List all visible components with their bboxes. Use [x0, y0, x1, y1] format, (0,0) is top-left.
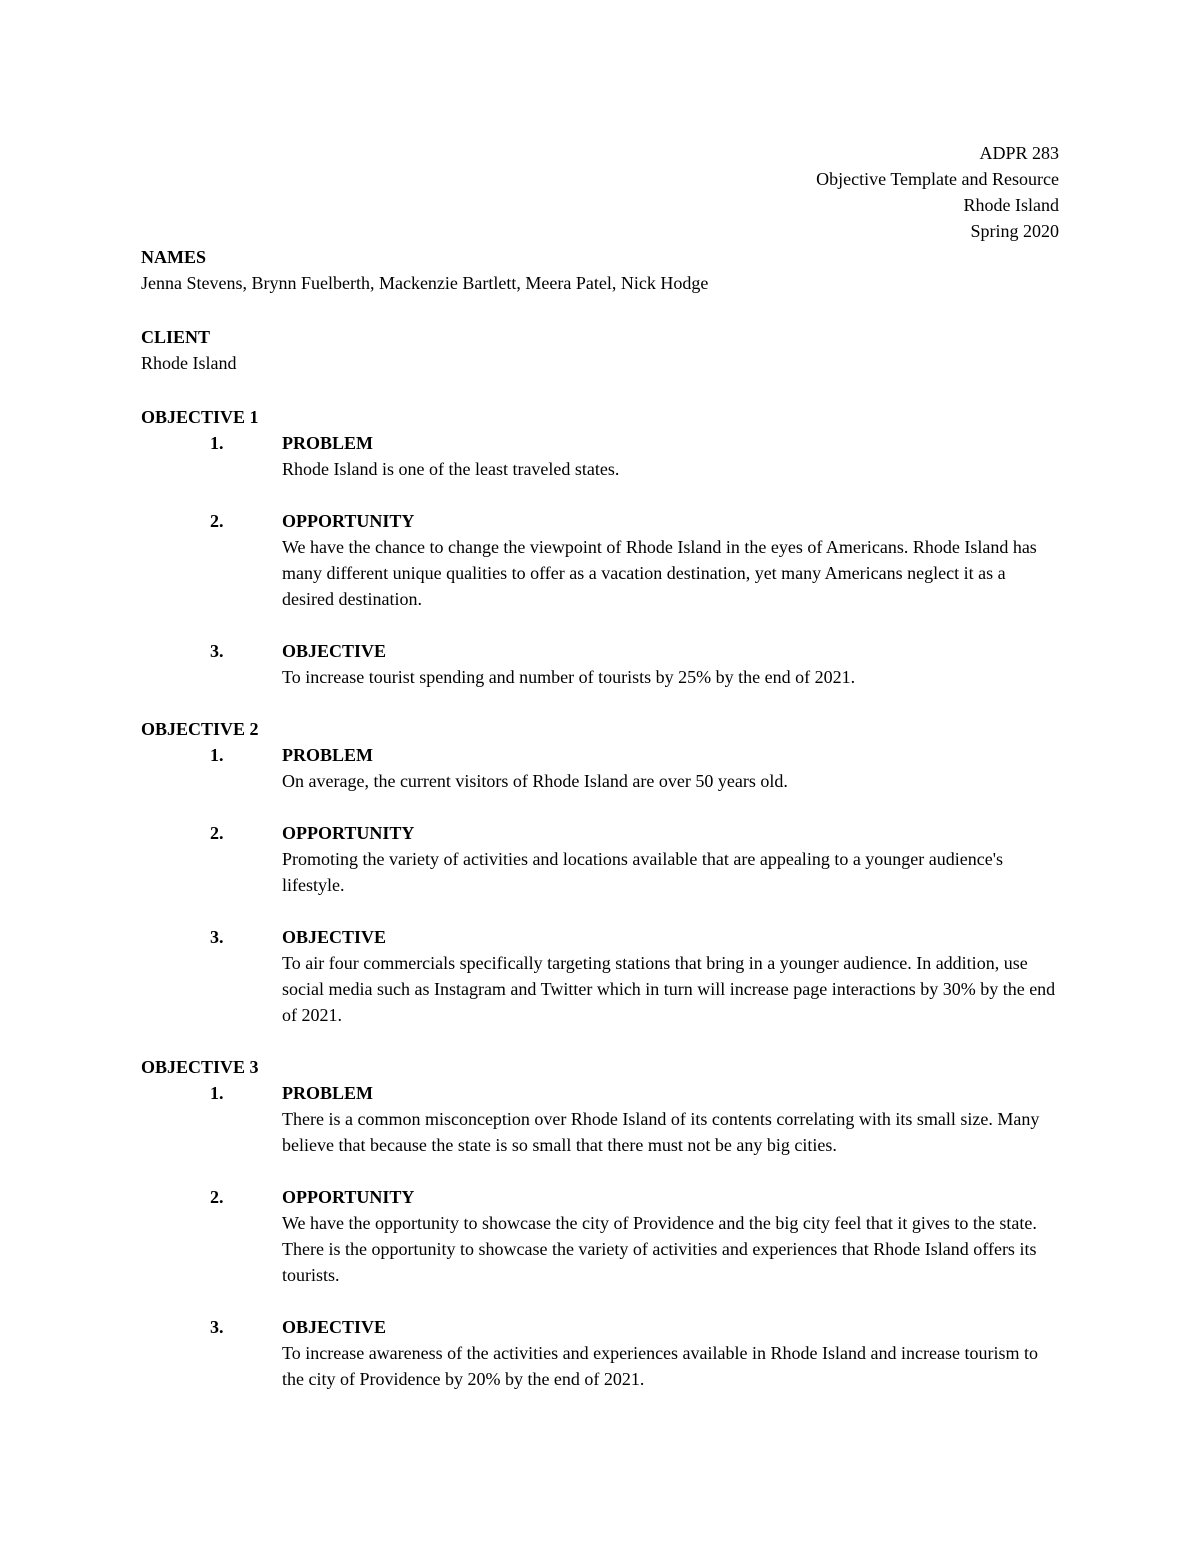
document-page	[141, 140, 1059, 1392]
client-heading: CLIENT	[141, 327, 211, 347]
item-text: We have the opportunity to showcase the city of Providence and the big city feel that it gives to the state. There is the opportunity to showcase the variety of activities and experiences that Rhode Island offers its tourists.	[282, 1213, 1037, 1285]
item-number: 1.	[210, 433, 224, 453]
item-number: 1.	[210, 745, 224, 765]
item-number: 3.	[210, 641, 224, 661]
names-section	[141, 244, 1059, 296]
header-client-name: Rhode Island	[963, 195, 1059, 215]
item-text: Promoting the variety of activities and locations available that are appealing to a younger audience's lifestyle.	[282, 849, 1003, 895]
document-title: Objective Template and Resource	[816, 169, 1059, 189]
item-label: PROBLEM	[282, 433, 374, 453]
item-number: 2.	[210, 511, 224, 531]
objective-3-objective	[141, 1314, 1059, 1392]
item-text: We have the chance to change the viewpoint of Rhode Island in the eyes of Americans. Rhode Island has many different unique qualities to offer as a vacation destination, yet many Americans neglect it as a desired destination.	[282, 537, 1037, 609]
item-text: To increase tourist spending and number of tourists by 25% by the end of 2021.	[282, 667, 856, 687]
client-section	[141, 324, 1059, 376]
objective-2-problem	[141, 742, 1059, 794]
item-label: OBJECTIVE	[282, 927, 387, 947]
objective-1-section	[141, 404, 1059, 690]
objective-1-opportunity	[141, 508, 1059, 612]
item-text: To increase awareness of the activities and experiences available in Rhode Island and increase tourism to the city of Providence by 20% by the end of 2021.	[282, 1343, 1038, 1389]
item-label: OPPORTUNITY	[282, 1187, 415, 1207]
item-number: 3.	[210, 1317, 224, 1337]
objective-3-problem	[141, 1080, 1059, 1158]
objective-3-heading: OBJECTIVE 3	[141, 1057, 259, 1077]
item-text: There is a common misconception over Rhode Island of its contents correlating with its small size. Many believe that because the state is so small that there must not be any big cities.	[282, 1109, 1040, 1155]
item-number: 1.	[210, 1083, 224, 1103]
client-value: Rhode Island	[141, 353, 237, 373]
item-label: OPPORTUNITY	[282, 511, 415, 531]
item-label: PROBLEM	[282, 745, 374, 765]
item-label: OBJECTIVE	[282, 1317, 387, 1337]
document-header	[141, 140, 1059, 244]
term: Spring 2020	[970, 221, 1059, 241]
item-number: 2.	[210, 823, 224, 843]
names-value: Jenna Stevens, Brynn Fuelberth, Mackenzie Bartlett, Meera Patel, Nick Hodge	[141, 273, 709, 293]
item-number: 3.	[210, 927, 224, 947]
item-text: Rhode Island is one of the least traveled states.	[282, 459, 620, 479]
item-number: 2.	[210, 1187, 224, 1207]
course-code: ADPR 283	[979, 143, 1059, 163]
objective-1-heading: OBJECTIVE 1	[141, 407, 259, 427]
objective-2-objective	[141, 924, 1059, 1028]
objective-2-opportunity	[141, 820, 1059, 898]
objective-1-problem	[141, 430, 1059, 482]
names-heading: NAMES	[141, 247, 207, 267]
item-label: PROBLEM	[282, 1083, 374, 1103]
item-text: On average, the current visitors of Rhode Island are over 50 years old.	[282, 771, 788, 791]
item-label: OBJECTIVE	[282, 641, 387, 661]
objective-3-opportunity	[141, 1184, 1059, 1288]
item-label: OPPORTUNITY	[282, 823, 415, 843]
objective-2-section	[141, 716, 1059, 1028]
objective-1-objective	[141, 638, 1059, 690]
objective-3-section	[141, 1054, 1059, 1392]
item-text: To air four commercials specifically targeting stations that bring in a younger audience. In addition, use social media such as Instagram and Twitter which in turn will increase page interactions by 30% by the end of 2021.	[282, 953, 1056, 1025]
objective-2-heading: OBJECTIVE 2	[141, 719, 259, 739]
